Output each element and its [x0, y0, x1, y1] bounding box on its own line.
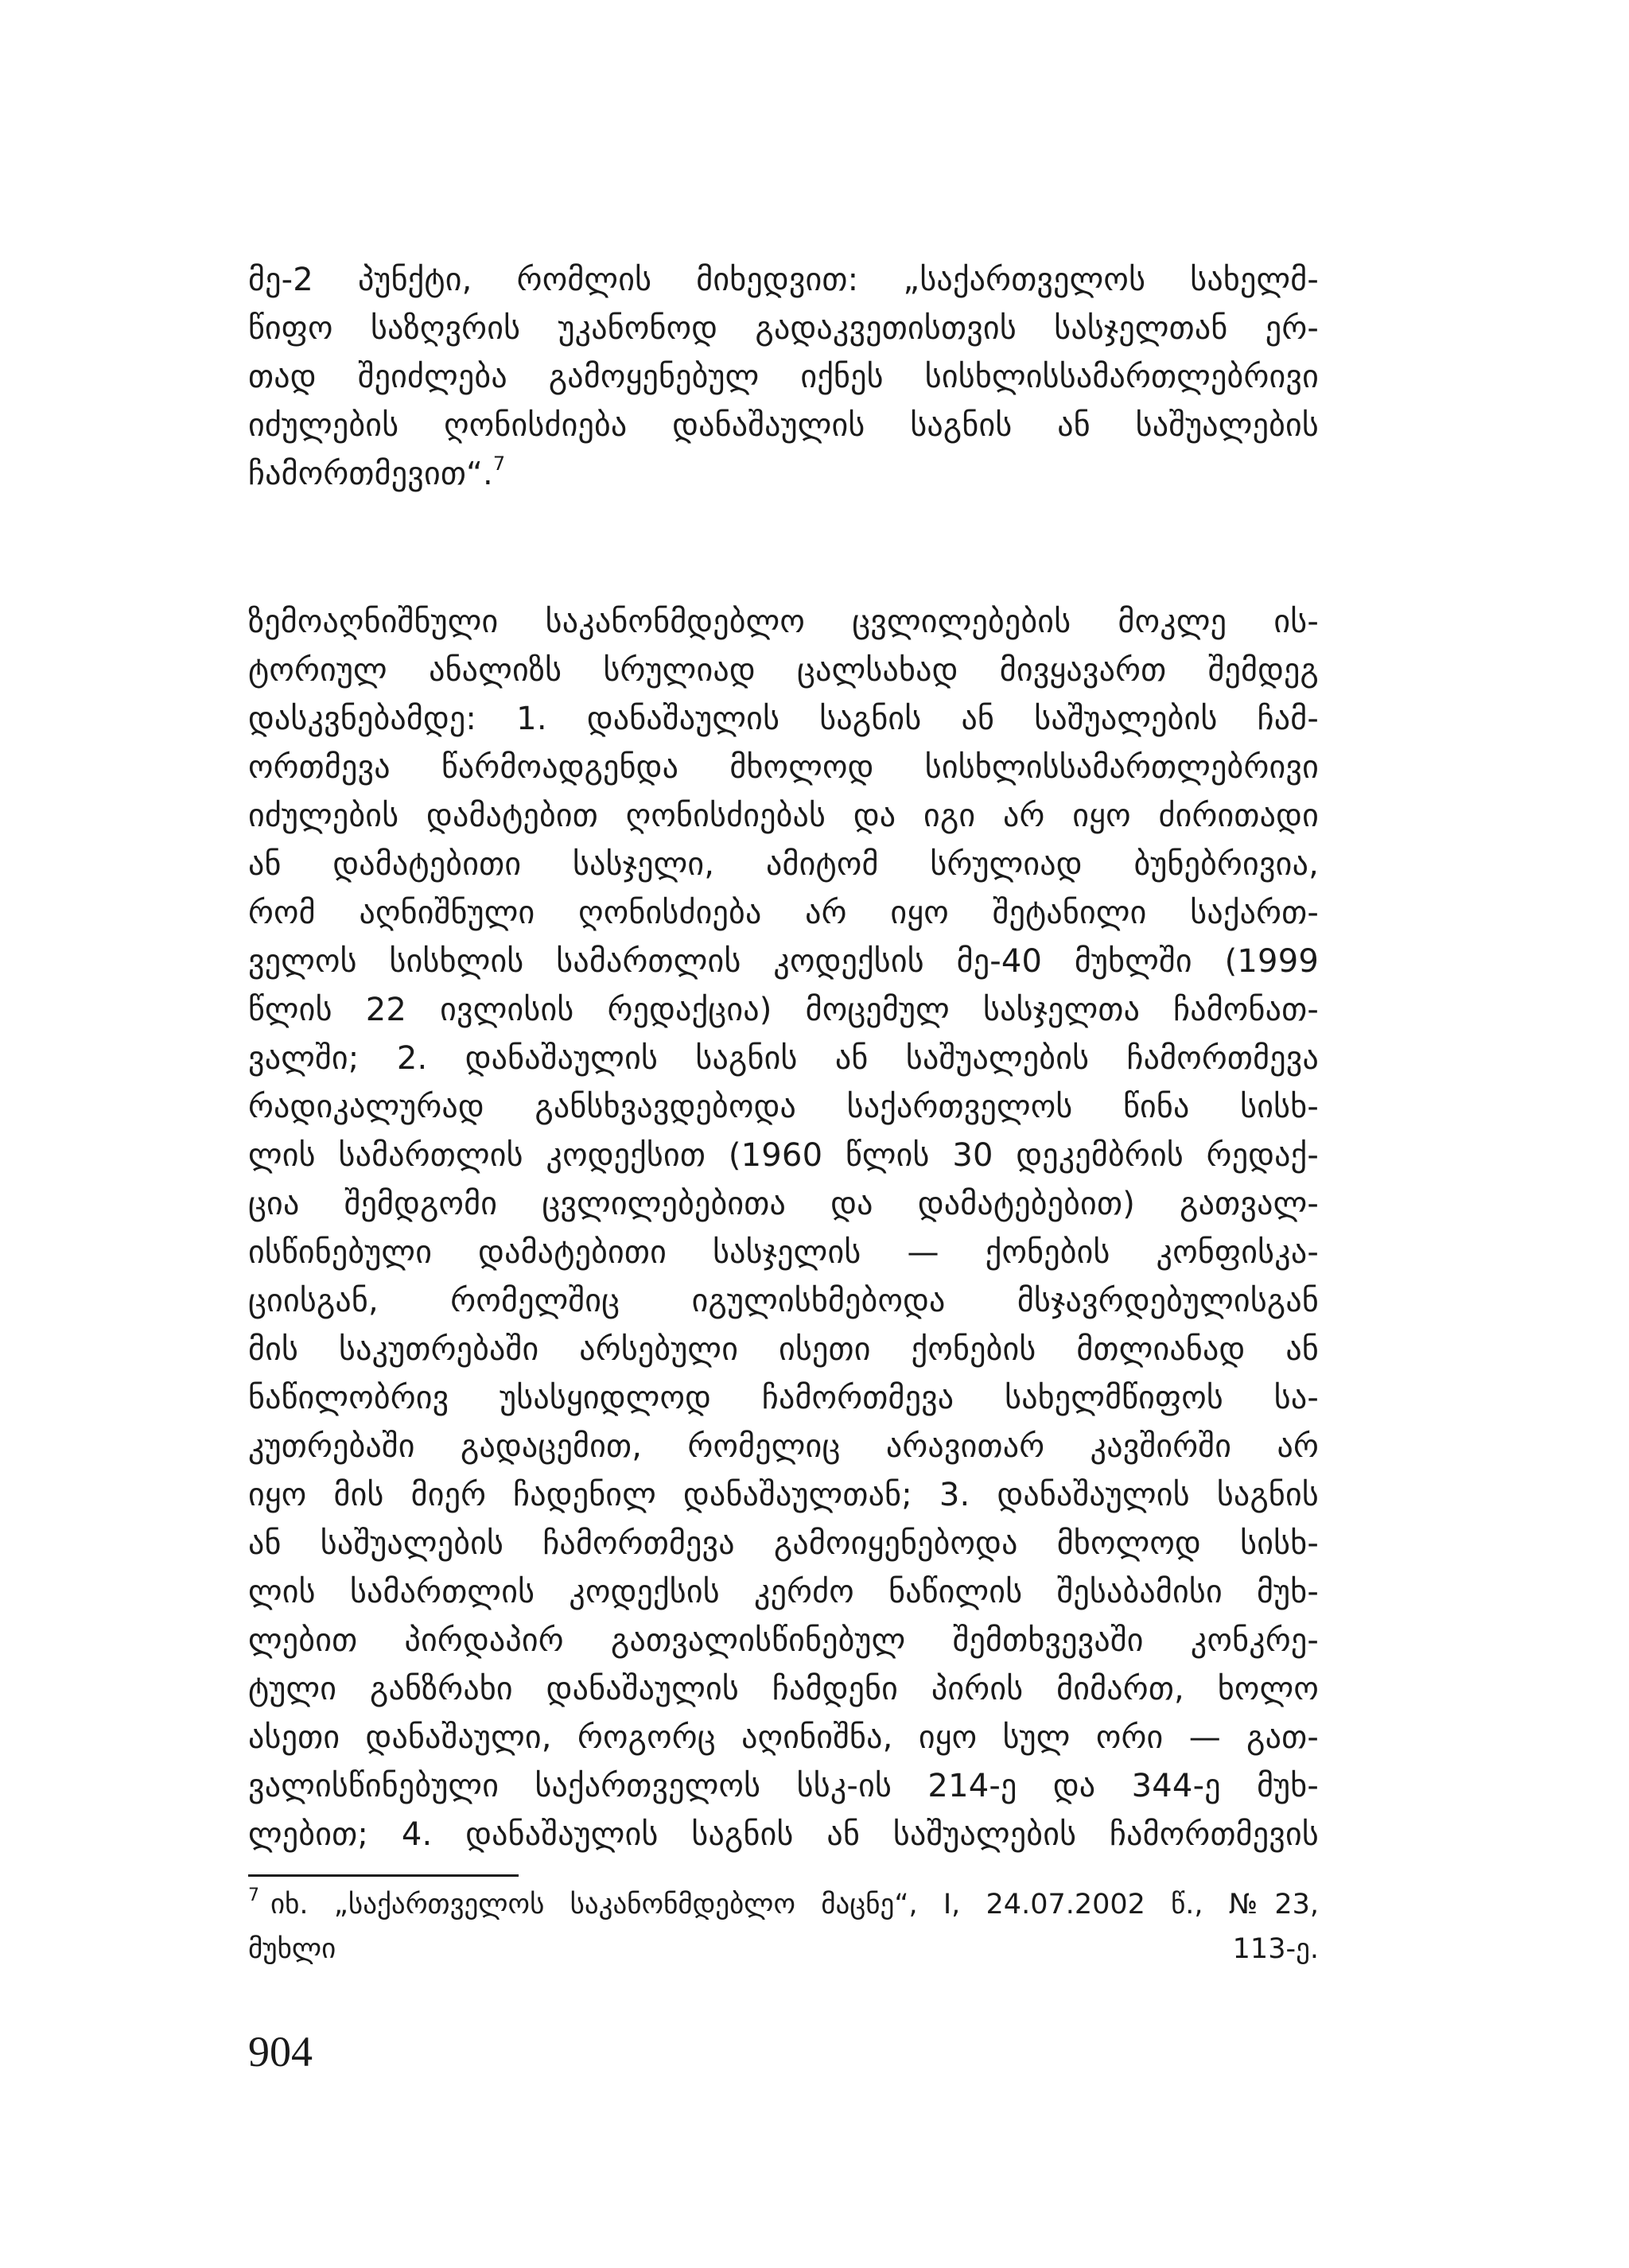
paragraph-2-line: მის საკუთრებაში არსებული ისეთი ქონების მთლიანად ან — [248, 1331, 1319, 1368]
paragraph-2-line: ცია შემდგომი ცვლილებებითა და დამატებებით) გათვალ- — [248, 1186, 1319, 1222]
paragraph-2-line: კუთრებაში გადაცემით, რომელიც არავითარ კავშირში არ — [248, 1428, 1319, 1465]
paragraph-2-line: ვალში; 2. დანაშაულის საგნის ან საშუალების ჩამორთმევა — [248, 1040, 1319, 1077]
footnote-divider — [248, 1874, 519, 1877]
footnote-text: იხ. „საქართველოს საკანონმდებლო მაცნე“, I, 24.07.2002 წ., №23, — [270, 1889, 1319, 1920]
paragraph-1 — [248, 256, 1319, 499]
paragraph-1-last-line-text: ჩამორთმევით“. — [248, 456, 493, 492]
paragraph-2-line: ან დამატებითი სასჯელი, ამიტომ სრულიად ბუნებრივია, — [248, 846, 1319, 883]
paragraph-2-line: ისწინებული დამატებითი სასჯელის — ქონების კონფისკა- — [248, 1234, 1319, 1271]
paragraph-1-line: იძულების ღონისძიება დანაშაულის საგნის ან საშუალების — [248, 407, 1319, 444]
paragraph-2-line: ლებით; 4. დანაშაულის საგნის ან საშუალების ჩამორთმევის — [248, 1816, 1319, 1853]
paragraph-2-line: ასეთი დანაშაული, როგორც აღინიშნა, იყო სულ ორი — გათ- — [248, 1719, 1319, 1756]
paragraph-2-line: ლის სამართლის კოდექსით (1960 წლის 30 დეკემბრის რედაქ- — [248, 1137, 1319, 1174]
paragraph-2-line: დასკვნებამდე: 1. დანაშაულის საგნის ან საშუალების ჩამ- — [248, 701, 1319, 737]
footnote-reference: 7 — [492, 452, 506, 475]
paragraph-2-line: ციისგან, რომელშიც იგულისხმებოდა მსჯავრდებულისგან — [248, 1283, 1319, 1319]
paragraph-2-line: წლის 22 ივლისის რედაქცია) მოცემულ სასჯელთა ჩამონათ- — [248, 992, 1319, 1028]
paragraph-2-line: ორთმევა წარმოადგენდა მხოლოდ სისხლისსამართლებრივი — [248, 749, 1319, 786]
footnote-marker: 7 — [248, 1885, 259, 1905]
paragraph-2-line: ლებით პირდაპირ გათვალისწინებულ შემთხვევაში კონკრე- — [248, 1622, 1319, 1659]
paragraph-2-line: ტორიულ ანალიზს სრულიად ცალსახად მივყავართ შემდეგ — [248, 652, 1319, 689]
footnote-line: მუხლი 113-ე. — [248, 1933, 1319, 1965]
paragraph-2-line: იძულების დამატებით ღონისძიებას და იგი არ იყო ძირითადი — [248, 798, 1319, 834]
footnote-line — [248, 1882, 1319, 1927]
paragraph-1-line: მე-2 პუნქტი, რომლის მიხედვით: „საქართველოს სახელმ- — [248, 262, 1319, 298]
paragraph-1-line: თად შეიძლება გამოყენებულ იქნეს სისხლისსამართლებრივი — [248, 359, 1319, 395]
paragraph-2-line: ზემოაღნიშნული საკანონმდებლო ცვლილებების მოკლე ის- — [248, 604, 1319, 640]
paragraph-2-line: ნაწილობრივ უსასყიდლოდ ჩამორთმევა სახელმწიფოს სა- — [248, 1380, 1319, 1416]
paragraph-2-line: ტული განზრახი დანაშაულის ჩამდენი პირის მიმართ, ხოლო — [248, 1671, 1319, 1707]
paragraph-2-line: რადიკალურად განსხვავდებოდა საქართველოს წინა სისხ- — [248, 1089, 1319, 1125]
paragraph-2 — [248, 598, 1319, 1859]
paragraph-2-line: ვალისწინებული საქართველოს სსკ-ის 214-ე და 344-ე მუხ- — [248, 1768, 1319, 1804]
footnote — [248, 1882, 1319, 1971]
paragraph-2-line: ან საშუალების ჩამორთმევა გამოიყენებოდა მხოლოდ სისხ- — [248, 1525, 1319, 1562]
paragraph-2-line: რომ აღნიშნული ღონისძიება არ იყო შეტანილი საქართ- — [248, 895, 1319, 931]
paragraph-2-line: იყო მის მიერ ჩადენილ დანაშაულთან; 3. დანაშაულის საგნის — [248, 1477, 1319, 1513]
paragraph-1-last-line — [248, 450, 1319, 499]
page-number: 904 — [248, 2028, 313, 2076]
paragraph-1-line: წიფო საზღვრის უკანონოდ გადაკვეთისთვის სასჯელთან ერ- — [248, 310, 1319, 347]
paragraph-2-line: ველოს სისხლის სამართლის კოდექსის მე-40 მუხლში (1999 — [248, 943, 1319, 980]
paragraph-2-line: ლის სამართლის კოდექსის კერძო ნაწილის შესაბამისი მუხ- — [248, 1574, 1319, 1610]
